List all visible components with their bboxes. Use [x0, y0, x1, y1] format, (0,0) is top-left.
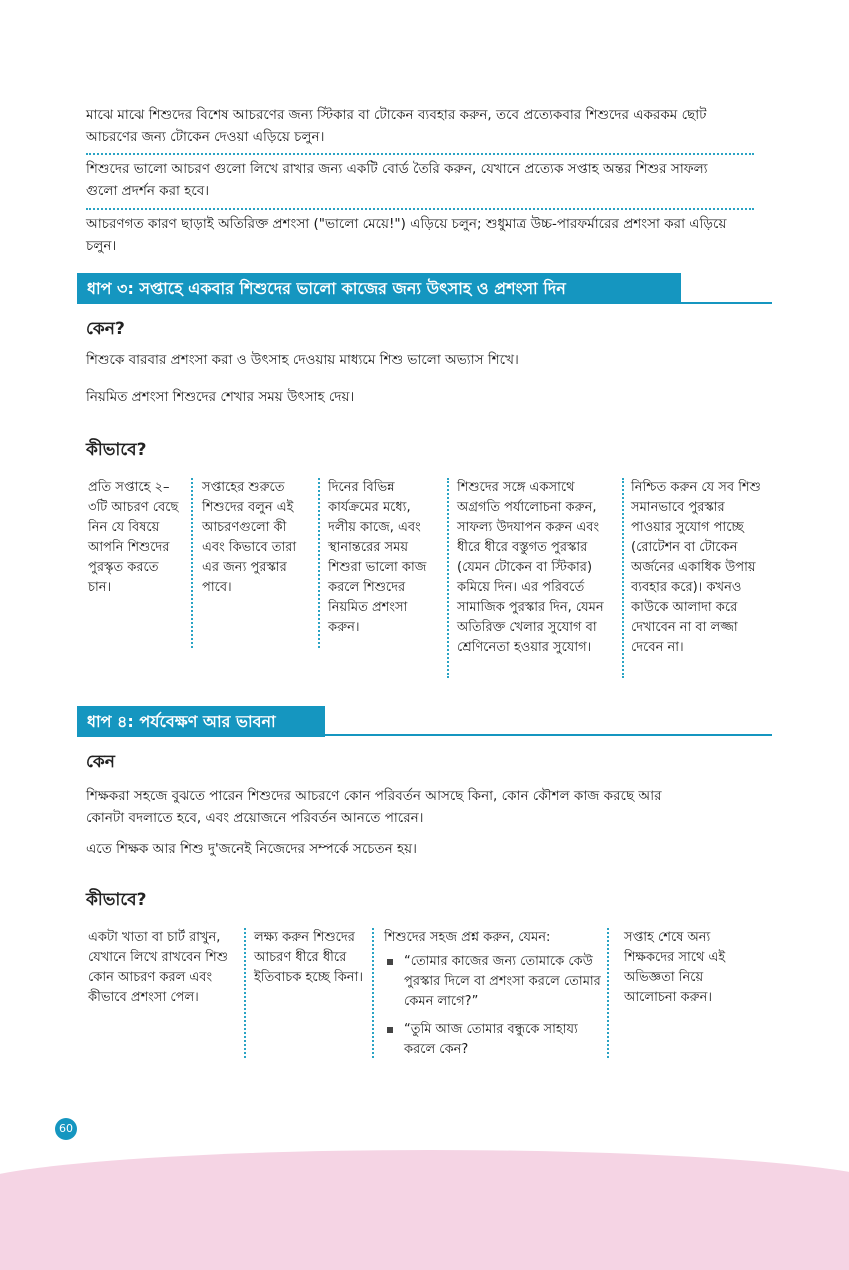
step4-heading-band	[77, 706, 325, 737]
step3-why-paragraph-1: শিশুকে বারবার প্রশংসা করা ও উৎসাহ দেওয়ায় মাধ্যমে শিশু ভালো অভ্যাস শিখে।	[86, 352, 519, 368]
band-underline	[680, 302, 772, 304]
intro-paragraph-3: আচরণগত কারণ ছাড়াই অতিরিক্ত প্রশংসা ("ভালো মেয়ে!") এড়িয়ে চলুন; শুধুমাত্র উচ্চ-পারফর্মারের প্রশংসা করা এড়িয়ে চলুন।	[86, 216, 727, 254]
step4-column-3	[384, 928, 602, 1068]
step4-column-4: সপ্তাহ শেষে অন্য শিক্ষকদের সাথে এই অভিজ্ঞতা নিয়ে আলোচনা করুন।	[624, 930, 726, 1005]
list-item: “তোমার কাজের জন্য তোমাকে কেউ পুরস্কার দিলে বা প্রশংসা করলে তোমার কেমন লাগে?”	[384, 952, 602, 1012]
column-separator	[191, 478, 193, 648]
step4-title: ধাপ ৪: পর্যবেক্ষণ আর ভাবনা	[87, 712, 276, 731]
separator	[86, 208, 754, 210]
column-separator	[372, 928, 374, 1058]
footer-decoration	[0, 1150, 849, 1270]
list-item: “তুমি আজ তোমার বন্ধুকে সাহায্য করলে কেন?	[384, 1020, 602, 1060]
step3-why-paragraph-2: নিয়মিত প্রশংসা শিশুদের শেখার সময় উৎসাহ দেয়।	[86, 389, 355, 405]
step4-column-3-intro: শিশুদের সহজ প্রশ্ন করুন, যেমন:	[384, 930, 551, 945]
column-separator	[447, 478, 449, 678]
intro-paragraph-2: শিশুদের ভালো আচরণ গুলো লিখে রাখার জন্য একটি বোর্ড তৈরি করুন, যেখানে প্রত্যেক সপ্তাহ অন্তর শিশুর সাফল্য গুলো প্রদর্শন করা হবে।	[86, 161, 708, 199]
column-separator	[244, 928, 246, 1058]
step4-why-heading: কেন	[86, 752, 115, 772]
step3-column-2: সপ্তাহের শুরুতে শিশুদের বলুন এই আচরণগুলো কী এবং কিভাবে তারা এর জন্য পুরস্কার পাবে।	[202, 480, 297, 595]
step4-why-paragraph-1: শিক্ষকরা সহজে বুঝতে পারেন শিশুদের আচরণে কোন পরিবর্তন আসছে কিনা, কোন কৌশল কাজ করছে আর কোনটা বদলাতে হবে, এবং প্রয়োজনে পরিবর্তন আনতে পারেন।	[86, 788, 662, 826]
column-separator	[318, 478, 320, 648]
question-list	[384, 952, 602, 1060]
band-underline	[324, 734, 772, 736]
step3-column-1: প্রতি সপ্তাহে ২–৩টি আচরণ বেছে নিন যে বিষয়ে আপনি শিশুদের পুরস্কৃত করতে চান।	[88, 480, 179, 595]
step3-title: ধাপ ৩: সপ্তাহে একবার শিশুদের ভালো কাজের জন্য উৎসাহ ও প্রশংসা দিন	[87, 279, 566, 298]
step3-heading-band	[77, 273, 681, 304]
step3-why-heading: কেন?	[86, 319, 125, 339]
intro-paragraph-1: মাঝে মাঝে শিশুদের বিশেষ আচরণের জন্য স্টিকার বা টোকেন ব্যবহার করুন, তবে প্রত্যেকবার শিশুদের একরকম ছোট আচরণের জন্য টোকেন দেওয়া এড়িয়ে চলুন।	[86, 107, 707, 145]
column-separator	[607, 928, 609, 1058]
step4-why-paragraph-2: এতে শিক্ষক আর শিশু দু'জনেই নিজেদের সম্পর্কে সচেতন হয়।	[86, 841, 417, 857]
separator	[86, 153, 754, 155]
page-number: 60	[55, 1118, 77, 1140]
step3-column-3: দিনের বিভিন্ন কার্যক্রমের মধ্যে, দলীয় কাজে, এবং স্থানান্তরের সময় শিশুরা ভালো কাজ করলে শিশুদের নিয়মিত প্রশংসা করুন।	[328, 480, 427, 635]
column-separator	[622, 478, 624, 678]
step4-column-2: লক্ষ্য করুন শিশুদের আচরণ ধীরে ধীরে ইতিবাচক হচ্ছে কিনা।	[254, 930, 363, 985]
step3-how-heading: কীভাবে?	[86, 440, 147, 460]
step3-column-4: শিশুদের সঙ্গে একসাথে অগ্রগতি পর্যালোচনা করুন, সাফল্য উদযাপন করুন এবং ধীরে ধীরে বস্তুগত পুরস্কার (যেমন টোকেন বা স্টিকার) কমিয়ে দিন। এর পরিবর্তে সামাজিক পুরস্কার দিন, যেমন অতিরিক্ত খেলার সুযোগ বা শ্রেণিনেতা হওয়ার সুযোগ।	[457, 480, 604, 655]
step4-column-1: একটা খাতা বা চার্ট রাখুন, যেখানে লিখে রাখবেন শিশু কোন আচরণ করল এবং কীভাবে প্রশংসা পেল।	[88, 930, 228, 1005]
step4-how-heading: কীভাবে?	[86, 890, 147, 910]
step3-column-5: নিশ্চিত করুন যে সব শিশু সমানভাবে পুরস্কার পাওয়ার সুযোগ পাচ্ছে (রোটেশন বা টোকেন অর্জনের একাধিক উপায় ব্যবহার করে)। কখনও কাউকে আলাদা করে দেখাবেন না বা লজ্জা দেবেন না।	[631, 480, 761, 655]
